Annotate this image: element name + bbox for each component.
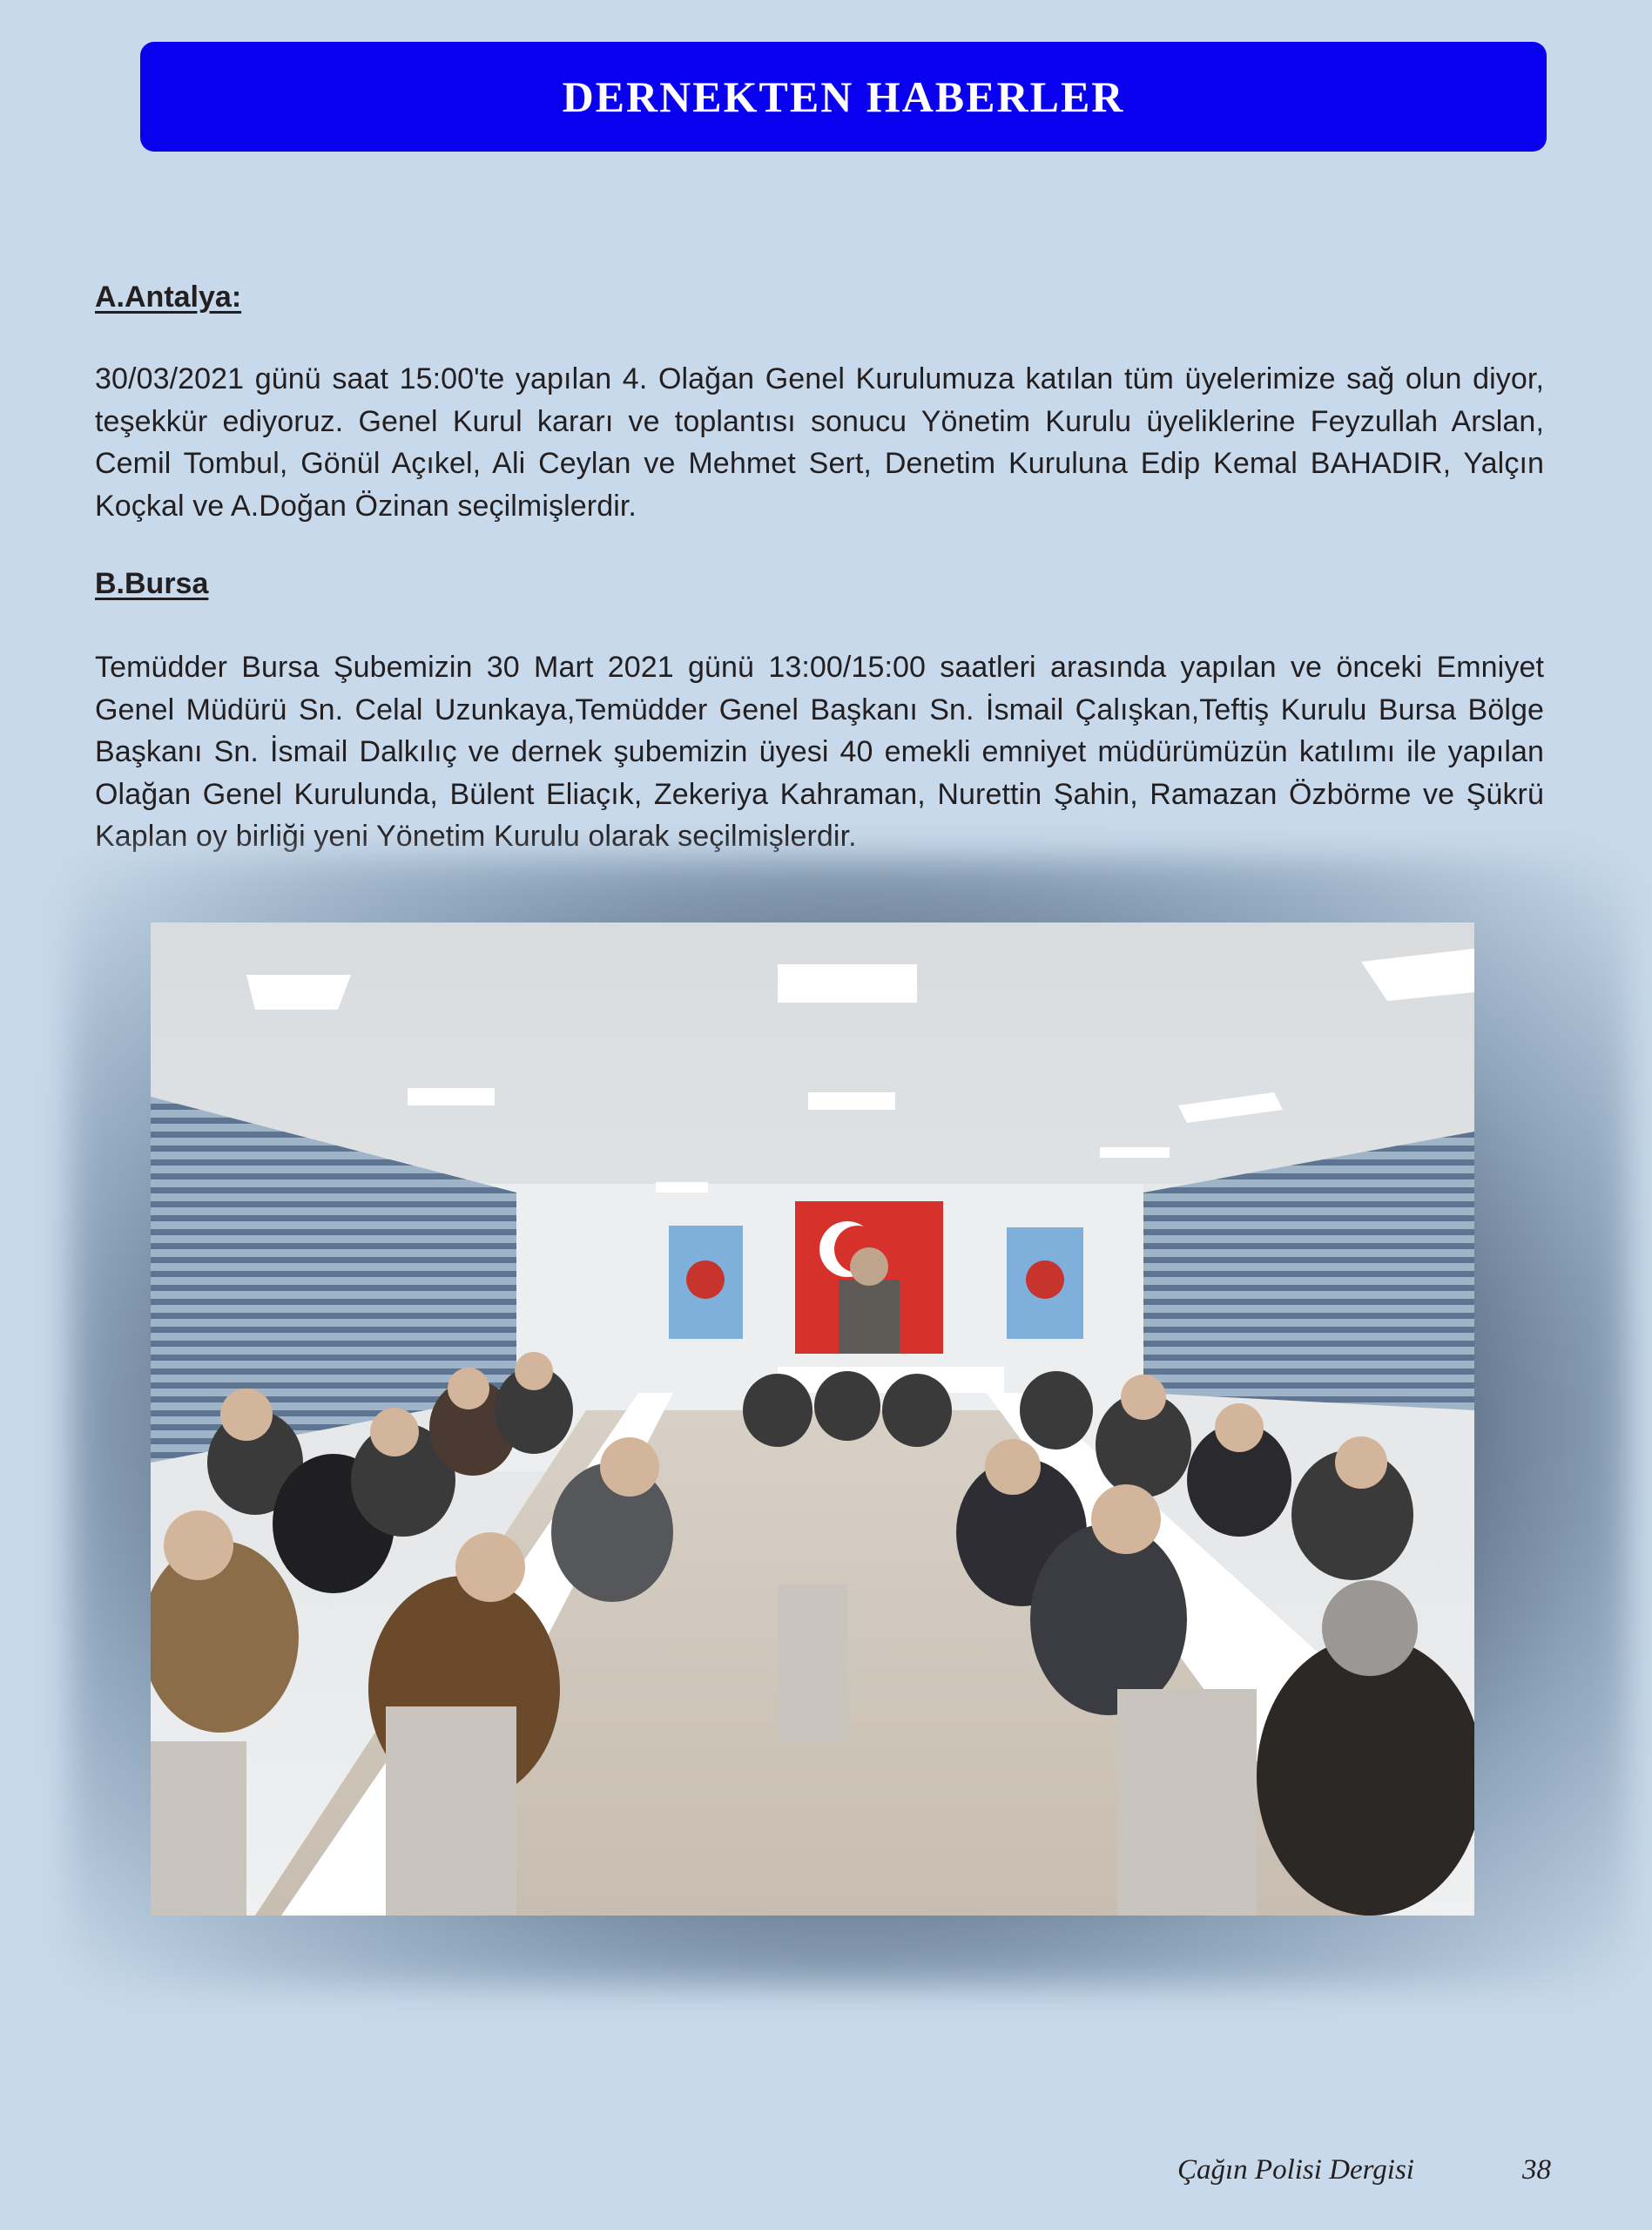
section-heading-bursa: B.Bursa [95,567,209,600]
section-paragraph-antalya: 30/03/2021 günü saat 15:00'te yapılan 4. Olağan Genel Kurulumuza katılan tüm üyelerimize sağ olun diyor, teşekkür ediyoruz. Genel Kurul kararı ve toplantısı sonucu Yönetim Kurulu üyeliklerine Feyzullah Arslan, Cemil Tombul, Gönül Açıkel, Ali Ceylan ve Mehmet Sert, Denetim Kuruluna Edip Kemal BAHADIR, Yalçın Koçkal ve A.Doğan Özinan seçilmişlerdir. [95,362,1544,523]
page-header-banner [140,42,1547,152]
footer-page-number: 38 [1522,2154,1551,2186]
section-heading-antalya: A.Antalya: [95,280,242,314]
page-title: DERNEKTEN HABERLER [562,72,1125,121]
section-paragraph-bursa: Temüdder Bursa Şubemizin 30 Mart 2021 günü 13:00/15:00 saatleri arasında yapılan ve önceki Emniyet Genel Müdürü Sn. Celal Uzunkaya,Temüdder Genel Başkanı Sn. İsmail Çalışkan,Teftiş Kurulu Bursa Bölge Başkanı Sn. İsmail Dalkılıç ve dernek şubemizin üyesi 40 emekli emniyet müdürümüzün katılımı ile yapılan Olağan Genel Kurulunda, Bülent Eliaçık, Zekeriya Kahraman, Nurettin Şahin, Ramazan Özbörme ve Şükrü Kaplan oy birliği yeni Yönetim Kurulu olarak seçilmişlerdir. [95,651,1544,853]
meeting-photo [151,922,1474,1916]
footer-magazine-name: Çağın Polisi Dergisi [1177,2154,1414,2186]
